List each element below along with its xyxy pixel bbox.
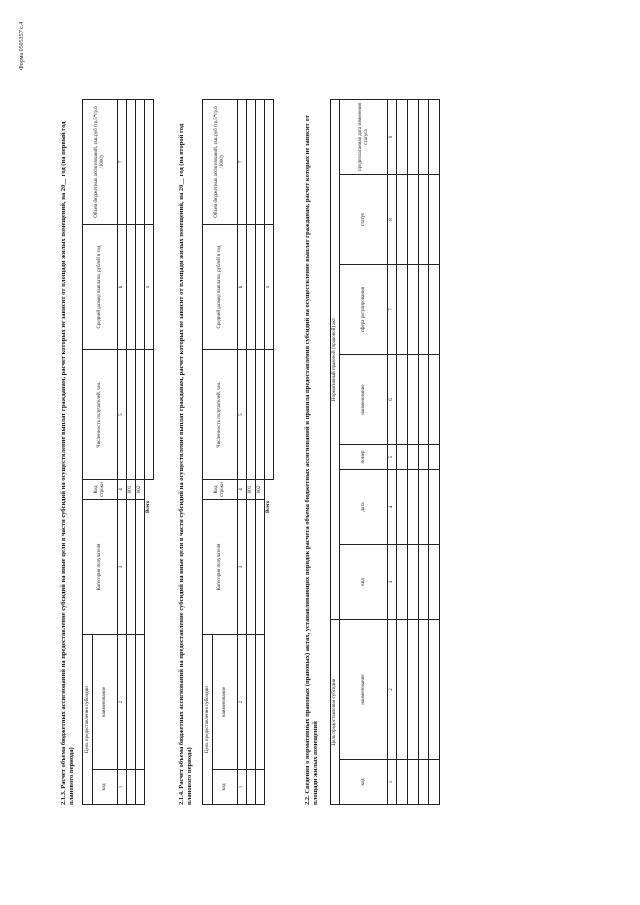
header-count: Численность получателей, чел. [83, 350, 118, 480]
header-line-code: Код строки [203, 480, 238, 500]
header-target: Цель предоставления субсидии [203, 635, 213, 805]
data-cell[interactable] [397, 760, 408, 805]
col-num: 5 [387, 445, 396, 470]
total-cell[interactable] [144, 350, 153, 480]
header-target: Цель предоставления субсидии [331, 620, 340, 805]
table-row [135, 100, 144, 805]
data-cell[interactable] [429, 760, 440, 805]
data-cell[interactable] [429, 470, 440, 545]
data-cell[interactable] [126, 635, 135, 770]
data-cell[interactable] [418, 620, 429, 760]
total-label: Всего [146, 500, 152, 513]
header-npa: Нормативный правовой (правовой) акт [331, 99, 340, 619]
line-code-cell: 001 [126, 480, 135, 500]
col-num: 5 [237, 350, 246, 480]
table-row [407, 99, 418, 804]
table-row [397, 99, 408, 804]
table-213 [82, 99, 154, 805]
data-cell[interactable] [246, 350, 255, 480]
col-num: 1 [117, 770, 126, 805]
data-cell[interactable] [135, 500, 144, 635]
data-cell[interactable] [407, 99, 418, 174]
x-cell: x [264, 225, 273, 350]
data-cell[interactable] [407, 760, 418, 805]
col-num: 6 [237, 225, 246, 350]
header-volume: Объем бюджетных ассигнований, тыс.руб (гр.5*гр.6 /1000) [83, 100, 118, 225]
data-cell[interactable] [246, 225, 255, 350]
data-cell[interactable] [397, 545, 408, 620]
header-status: статус [340, 175, 387, 265]
data-cell[interactable] [429, 445, 440, 470]
data-cell[interactable] [135, 635, 144, 770]
total-label: Всего [266, 500, 272, 513]
header-date: дата [340, 470, 387, 545]
data-cell[interactable] [407, 445, 418, 470]
header-avg: Средний размер выплаты, рублей в год [83, 225, 118, 350]
section-213-heading: 2.1.3. Расчет объема бюджетных ассигнований на предоставление субсидий на иные цели в части субсидий на осуществление выплат гражданам, расчет которых не зависит от площади жилых помещений, на 20__ год (на первый год планового периода) [60, 121, 75, 805]
header-number: номер [340, 445, 387, 470]
data-cell[interactable] [418, 760, 429, 805]
header-avg: Средний размер выплаты, рублей в год [203, 225, 238, 350]
data-cell[interactable] [418, 265, 429, 355]
data-cell[interactable] [418, 545, 429, 620]
data-cell[interactable] [407, 265, 418, 355]
x-cell: x [144, 225, 153, 350]
data-cell[interactable] [135, 770, 144, 805]
header-count: Численность получателей, чел. [203, 350, 238, 480]
data-cell[interactable] [135, 100, 144, 225]
line-code-cell: 001 [246, 480, 255, 500]
data-cell[interactable] [126, 770, 135, 805]
col-num: 6 [117, 225, 126, 350]
header-category: Категория получателя [203, 500, 238, 635]
col-num: 4 [237, 480, 246, 500]
data-cell[interactable] [407, 175, 418, 265]
header-code: код [93, 770, 118, 805]
data-cell[interactable] [397, 620, 408, 760]
data-cell[interactable] [135, 350, 144, 480]
header-type: вид [340, 545, 387, 620]
table-row [429, 99, 440, 804]
total-row [144, 100, 153, 805]
line-code-cell: 002 [255, 480, 264, 500]
col-num: 6 [387, 355, 396, 445]
header-name: наименование [93, 635, 118, 770]
col-num: 7 [387, 265, 396, 355]
header-category: Категория получателя [83, 500, 118, 635]
line-code-cell: 002 [135, 480, 144, 500]
table-214 [202, 99, 274, 805]
header-act-name: наименование [340, 355, 387, 445]
data-cell[interactable] [397, 445, 408, 470]
data-cell[interactable] [255, 635, 264, 770]
col-num: 4 [117, 480, 126, 500]
col-num: 3 [387, 545, 396, 620]
data-cell[interactable] [397, 355, 408, 445]
data-cell[interactable] [246, 500, 255, 635]
col-num: 9 [387, 99, 396, 174]
data-cell[interactable] [246, 635, 255, 770]
data-cell[interactable] [418, 99, 429, 174]
data-cell[interactable] [255, 770, 264, 805]
data-cell[interactable] [126, 225, 135, 350]
data-cell[interactable] [246, 770, 255, 805]
col-num: 2 [117, 635, 126, 770]
header-volume: Объем бюджетных ассигнований, тыс.руб (гр.5*гр.6 /1000) [203, 100, 238, 225]
data-cell[interactable] [246, 100, 255, 225]
total-cell[interactable] [264, 100, 273, 225]
col-num: 7 [117, 100, 126, 225]
data-cell[interactable] [418, 175, 429, 265]
table-row [255, 100, 264, 805]
data-cell[interactable] [429, 620, 440, 760]
data-cell[interactable] [255, 350, 264, 480]
header-name: наименование [340, 620, 387, 760]
data-cell[interactable] [418, 445, 429, 470]
header-name: наименование [213, 635, 238, 770]
data-cell[interactable] [397, 470, 408, 545]
header-target: Цель предоставления субсидии [83, 635, 93, 805]
header-line-code: Код строки [83, 480, 118, 500]
col-num: 4 [387, 470, 396, 545]
data-cell[interactable] [126, 350, 135, 480]
data-cell[interactable] [429, 545, 440, 620]
header-code: код [340, 760, 387, 805]
table-22 [330, 99, 440, 805]
col-num: 1 [237, 770, 246, 805]
header-sphere: сфера регулирования [340, 265, 387, 355]
total-row [264, 100, 273, 805]
data-cell[interactable] [407, 470, 418, 545]
data-cell[interactable] [407, 620, 418, 760]
data-cell[interactable] [126, 100, 135, 225]
data-cell[interactable] [135, 225, 144, 350]
data-cell[interactable] [255, 225, 264, 350]
col-num: 5 [117, 350, 126, 480]
data-cell[interactable] [429, 99, 440, 174]
data-cell[interactable] [397, 99, 408, 174]
data-cell[interactable] [407, 355, 418, 445]
data-cell[interactable] [255, 100, 264, 225]
data-cell[interactable] [429, 175, 440, 265]
total-cell[interactable] [144, 100, 153, 225]
table-row [418, 99, 429, 804]
data-cell[interactable] [255, 500, 264, 635]
form-label: Форма 0505357 с.4 [19, 21, 25, 70]
data-cell[interactable] [407, 545, 418, 620]
col-num: 3 [237, 500, 246, 635]
col-num: 2 [387, 620, 396, 760]
table-row [246, 100, 255, 805]
data-cell[interactable] [418, 355, 429, 445]
data-cell[interactable] [397, 175, 408, 265]
col-num: 1 [387, 760, 396, 805]
header-code: код [213, 770, 238, 805]
col-num: 7 [237, 100, 246, 225]
col-num: 2 [237, 635, 246, 770]
data-cell[interactable] [429, 355, 440, 445]
data-cell[interactable] [429, 265, 440, 355]
table-row [126, 100, 135, 805]
data-cell[interactable] [126, 500, 135, 635]
section-214-heading: 2.1.4. Расчет объема бюджетных ассигнований на предоставление субсидий на иные цели в части субсидий на осуществление выплат гражданам, расчет которых не зависит от площади жилых помещений, на 20__ год (на второй год планового периода) [178, 123, 193, 805]
data-cell[interactable] [397, 265, 408, 355]
header-planned-date: предполагаемая дата изменения статуса [340, 99, 387, 174]
col-num: 8 [387, 175, 396, 265]
col-num: 3 [117, 500, 126, 635]
section-22-heading: 2.2. Сведения о нормативных правовых (правовых) актах, устанавливающих порядок расчета объема бюджетных ассигнований и правила предоставления субсидий на осуществление выплат гражданам, расчет которых не зависит от площади жилых помещений [304, 115, 319, 805]
data-cell[interactable] [418, 470, 429, 545]
total-cell[interactable] [264, 350, 273, 480]
